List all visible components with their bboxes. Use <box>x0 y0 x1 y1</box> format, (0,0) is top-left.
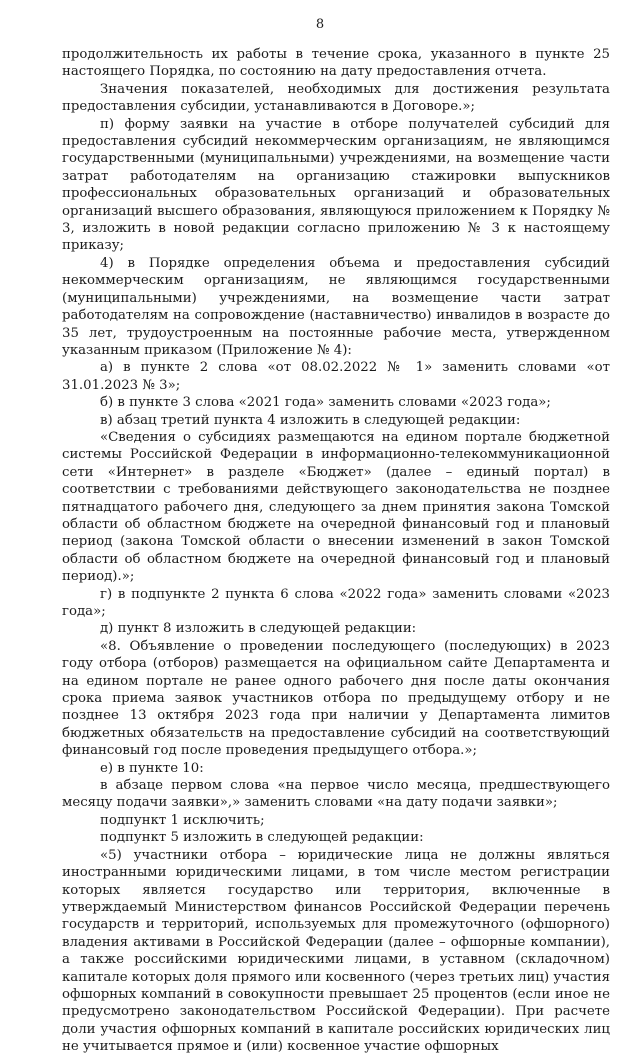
paragraph: «5) участники отбора – юридические лица не должны являться иностранными юридическими лицами, в том числе местом регистрации которых является государство или территория, включенные в утверждаемый Министерством финансов Российской Федерации перечень государств и территорий, используемых для промежуточного (офшорного) владения активами в Российской Федерации (далее – офшорные компании), а также российскими юридическими лицами, в уставном (складочном) капитале которых доля прямого или косвенного (через третьих лиц) участия офшорных компаний в совокупности превышает 25 процентов (если иное не предусмотрено законодательством Российской Федерации). При расчете доли участия офшорных компаний в капитале российских юридических лиц не учитывается прямое и (или) косвенное участие офшорных <box>62 847 610 1055</box>
paragraph: е) в пункте 10: <box>100 760 204 776</box>
paragraph: продолжительность их работы в течение срока, указанного в пункте 25 настоящего Порядка, по состоянию на дату предоставления отчета. <box>62 47 610 80</box>
paragraph: подпункт 5 изложить в следующей редакции: <box>100 830 424 846</box>
paragraph: в) абзац третий пункта 4 изложить в следующей редакции: <box>100 412 521 428</box>
paragraph: «Сведения о субсидиях размещаются на едином портале бюджетной системы Российской Федерации в информационно-телекоммуникационной сети «Интернет» в разделе «Бюджет» (далее – единый портал) в соответствии с требованиями действующего законодательства не позднее пятнадцатого рабочего дня, следующего за днем принятия закона Томской области об областном бюджете на очередной финансовый год и плановый период (закона Томской области о внесении изменений в закон Томской области об областном бюджете на очередной финансовый год и плановый период).»; <box>62 429 610 585</box>
paragraph: в абзаце первом слова «на первое число месяца, предшествующего месяцу подачи заявки»,» заменить словами «на дату подачи заявки»; <box>62 778 610 811</box>
paragraph: а) в пункте 2 слова «от 08.02.2022 № 1» заменить словами «от 31.01.2023 № 3»; <box>62 360 610 393</box>
paragraph: п) форму заявки на участие в отборе получателей субсидий для предоставления субсидий некоммерческим организациям, не являющимся государственными (муниципальными) учреждениями, на возмещение части затрат работодателям на организацию стажировки выпускников профессиональных образовательных организаций и образовательных организаций высшего образования, являющуюся приложением к Порядку № 3, изложить в новой редакции согласно приложению № 3 к настоящему приказу; <box>62 116 610 254</box>
paragraph: Значения показателей, необходимых для достижения результата предоставления субсидии, устанавливаются в Договоре.»; <box>62 81 610 115</box>
paragraph: 4) в Порядке определения объема и предоставления субсидий некоммерческим организациям, не являющимся государственными (муниципальными) учреждениями, на возмещение части затрат работодателям на сопровождение (наставничество) инвалидов в возрасте до 35 лет, трудоустроенным на постоянные рабочие места, утвержденном указанным приказом (Приложение № 4): <box>62 255 610 358</box>
page-number: 8 <box>315 17 325 32</box>
paragraph: г) в подпункте 2 пункта 6 слова «2022 года» заменить словами «2023 года»; <box>62 586 610 619</box>
paragraph: б) в пункте 3 слова «2021 года» заменить словами «2023 года»; <box>100 395 551 411</box>
document-body <box>62 46 610 1056</box>
paragraph: подпункт 1 исключить; <box>100 812 265 828</box>
paragraph: д) пункт 8 изложить в следующей редакции: <box>100 621 417 637</box>
paragraph: «8. Объявление о проведении последующего (последующих) в 2023 году отбора (отборов) размещается на официальном сайте Департамента и на едином портале не ранее одного рабочего дня после даты окончания срока приема заявок участников отбора по предыдущему отбору и не позднее 13 октября 2023 года при наличии у Департамента лимитов бюджетных обязательств на предоставление субсидий на соответствующий финансовый год после проведения предыдущего отбора.»; <box>62 638 610 759</box>
